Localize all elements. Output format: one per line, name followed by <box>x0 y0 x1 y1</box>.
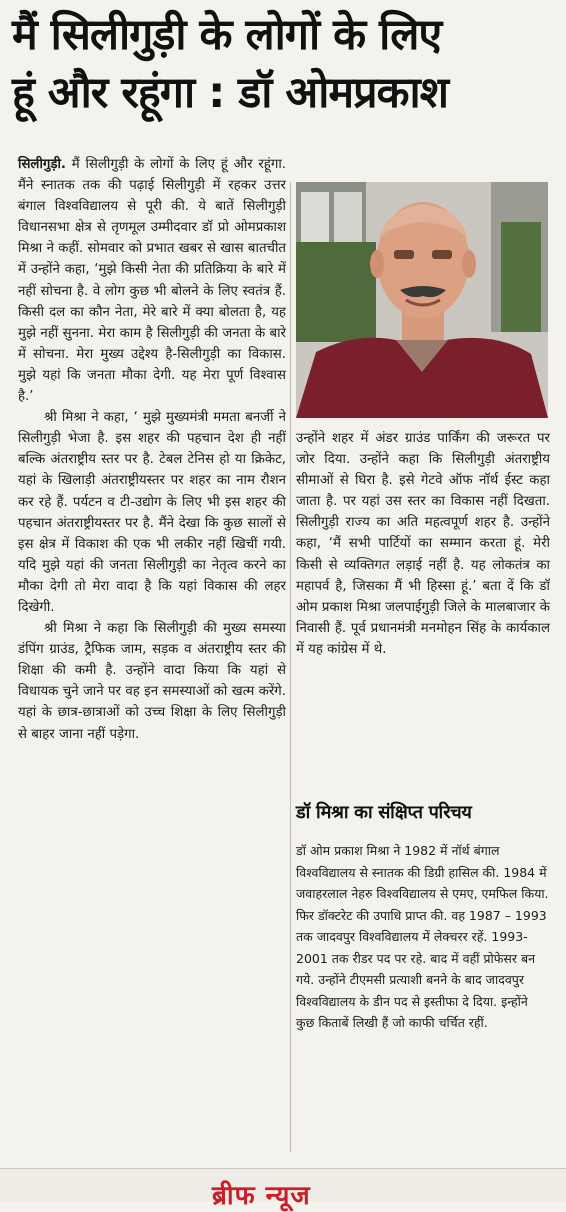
article-right-column <box>296 428 550 660</box>
article-paragraph-3: श्री मिश्रा ने कहा कि सिलीगुड़ी की मुख्य समस्या डंपिंग ग्राउंड, ट्रैफिक जाम, सड़क व अंतराष्ट्रीय स्तर की शिक्षा की कमी है. उन्होंने वादा किया कि यहां से विधायक चुने जाने पर वह इन समस्याओं को खत्म करेंगे. यहां के छात्र-छात्राओं को उच्च शिक्षा के लिए सिलीगुड़ी से बाहर जाना नहीं पड़ेगा. <box>18 621 286 742</box>
bio-text: डॉ ओम प्रकाश मिश्रा ने 1982 में नॉर्थ बंगाल विश्वविद्यालय से स्नातक की डिग्री हासिल की. 1984 में जवाहरलाल नेहरु विश्वविद्यालय से एमए, एमफिल किया. फिर डॉक्टरेट की उपाधि प्राप्त की. वह 1987 – 1993 तक जादवपुर विश्वविद्यालय में लेक्चरर रहें. 1993-2001 तक रीडर पद पर रहे. बाद में वहीं प्रोफेसर बन गये. उन्होंने टीएमसी प्रत्याशी बनने के बाद जादवपुर विश्वविद्यालय के डीन पद से इस्तीफा दे दिया. इन्होंने कुछ किताबें लिखी हैं जो काफी चर्चित रहीं. <box>296 843 549 1030</box>
article-left-column <box>18 154 286 745</box>
next-section-label: ब्रीफ न्यूज <box>212 1181 311 1211</box>
portrait-photo <box>296 182 548 418</box>
column-divider <box>290 182 291 1152</box>
article-paragraph-2: श्री मिश्रा ने कहा, ‘ मुझे मुख्यमंत्री ममता बनर्जी ने सिलीगुड़ी भेजा है. इस शहर की पहचान देश ही नहीं बल्कि अंतराष्ट्रीय स्तर पर है. टेबल टेनिस हो या क्रिकेट, यहां के खिलाड़ी अंतराष्ट्रीयस्तर पर शहर का नाम रौशन कर रहे हैं. पर्यटन व टी-उद्योग के लिए भी इस शहर की पहचान अंतराष्ट्रीयस्तर पर है. मैंने देखा कि कुछ सालों से इस क्षेत्र में विकाश की एक भी लकीर नहीं खिचीं गयी. यदि मुझे यहां की जनता सिलीगुड़ी का नेतृत्व करने का मौका देगी तो मेरा वादा है कि यहां विकास की लहर दिखेगी. <box>18 410 286 615</box>
headline-line-1: मैं सिलीगुड़ी के लोगों के लिए <box>12 10 442 60</box>
article-paragraph-1-text: मैं सिलीगुड़ी के लोगों के लिए हूं और रहूंगा. मैंने स्नातक तक की पढ़ाई सिलीगुड़ी में रहकर उत्तर बंगाल विश्वविद्यालय से पूरी की. ये बातें सिलीगुड़ी विधानसभा क्षेत्र से तृणमूल उम्मीदवार डॉ प्रो ओमप्रकाश मिश्रा ने कहीं. सोमवार को प्रभात खबर से खास बातचीत में उन्होंने कहा, ‘मुझे किसी नेता की प्रतिक्रिया के बारे में नहीं सोचना है. वे लोग कुछ भी बोलने के लिए स्वतंत्र हैं. किसी दल का कौन नेता, मेरे बारे में क्या बोलता है, यह मुझे नहीं सुनना. मेरा काम है सिलीगुड़ी की जनता के बारे में सोचना. मेरा मुख्य उद्देश्य है-सिलीगुड़ी का विकास. मुझे यहां कि जनता मौका देगी. यह मेरा पूर्ण विश्वास है.’ <box>18 157 286 405</box>
bio-title: डॉ मिश्रा का संक्षिप्त परिचय <box>296 802 472 823</box>
article-paragraph-4: उन्होंने शहर में अंडर ग्राउंड पार्किंग की जरूरत पर जोर दिया. उन्होंने कहा कि सिलीगुड़ी अंतराष्ट्रीय सीमाओं से घिरा है. इसे गेटवे ऑफ नॉर्थ ईस्ट कहा जाता है. पर यहां उस स्तर का विकास नहीं दिखता. सिलीगुड़ी राज्य का अति महत्वपूर्ण शहर है. उन्होंने कहा, ‘मैं सभी पार्टियों का सम्मान करता हूं. मेरी किसी से व्यक्तिगत लड़ाई नहीं है. यह लोकतंत्र का महापर्व है, जिसका मैं भी हिस्सा हूं.’ बता दें कि डॉ ओम प्रकाश मिश्रा जलपाईगुड़ी जिले के मालबाजार के निवासी हैं. पूर्व प्रधानमंत्री मनमोहन सिंह के कार्यकाल में यह कांग्रेस में थे. <box>296 431 550 657</box>
article-paragraph-1 <box>18 154 286 407</box>
headline-line-2: हूं और रहूंगा : डॉ ओमप्रकाश <box>12 68 448 118</box>
headline <box>12 6 554 122</box>
dateline: सिलीगुड़ी. <box>18 157 66 172</box>
